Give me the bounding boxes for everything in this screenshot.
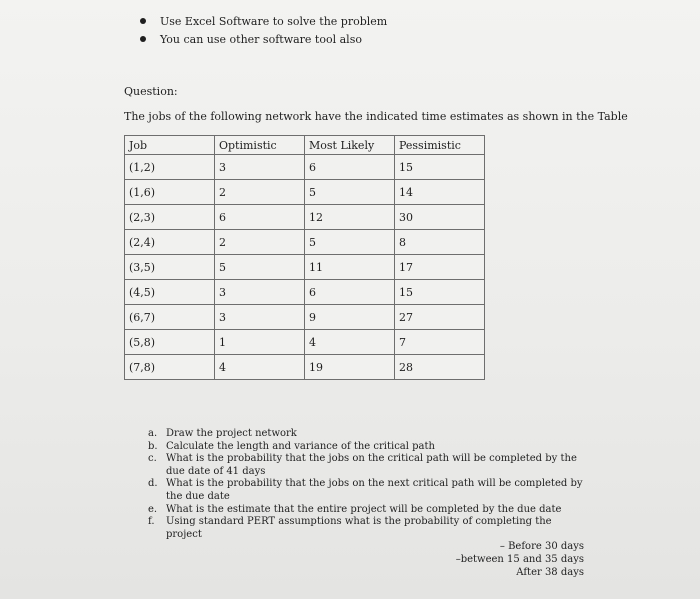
optimistic-cell: 3 <box>215 155 305 180</box>
question-text: Using standard PERT assumptions what is the probability of completing the project <box>166 516 552 540</box>
job-cell: (2,4) <box>125 230 215 255</box>
question-item <box>148 441 588 454</box>
question-text: Draw the project network <box>166 428 297 439</box>
question-item <box>148 504 588 517</box>
table-header-row <box>125 136 485 155</box>
most-likely-cell: 9 <box>305 305 395 330</box>
most-likely-cell: 19 <box>305 355 395 380</box>
bullet-icon <box>140 36 146 42</box>
most-likely-cell: 6 <box>305 280 395 305</box>
most-likely-cell: 5 <box>305 230 395 255</box>
header-pessimistic: Pessimistic <box>395 136 485 155</box>
instruction-text: You can use other software tool also <box>160 32 362 46</box>
job-cell: (6,7) <box>125 305 215 330</box>
question-item <box>148 428 588 441</box>
pessimistic-cell: 15 <box>395 280 485 305</box>
question-letter: e. <box>148 503 158 515</box>
job-cell: (7,8) <box>125 355 215 380</box>
job-cell: (1,6) <box>125 180 215 205</box>
job-cell: (3,5) <box>125 255 215 280</box>
job-cell: (4,5) <box>125 280 215 305</box>
pessimistic-cell: 17 <box>395 255 485 280</box>
question-item <box>148 516 588 541</box>
header-job: Job <box>125 136 215 155</box>
question-list <box>148 428 588 579</box>
table-row <box>125 205 485 230</box>
instruction-item <box>140 12 387 30</box>
question-text: What is the probability that the jobs on the next critical path will be completed by the due date <box>166 478 583 502</box>
job-cell: (2,3) <box>125 205 215 230</box>
question-letter: a. <box>148 428 158 439</box>
most-likely-cell: 6 <box>305 155 395 180</box>
optimistic-cell: 2 <box>215 230 305 255</box>
pessimistic-cell: 7 <box>395 330 485 355</box>
optimistic-cell: 4 <box>215 355 305 380</box>
question-intro: The jobs of the following network have the indicated time estimates as shown in the Table <box>124 110 628 123</box>
question-text: What is the estimate that the entire project will be completed by the due date <box>166 503 562 515</box>
optimistic-cell: 2 <box>215 180 305 205</box>
most-likely-cell: 12 <box>305 205 395 230</box>
table-row <box>125 230 485 255</box>
sub-item: After 38 days <box>516 566 584 578</box>
sub-item: –between 15 and 35 days <box>455 553 584 565</box>
sub-item: – Before 30 days <box>499 541 584 553</box>
question-letter: f. <box>148 516 155 528</box>
bullet-icon <box>140 18 146 24</box>
pessimistic-cell: 27 <box>395 305 485 330</box>
table-row <box>125 180 485 205</box>
instruction-text: Use Excel Software to solve the problem <box>160 14 388 28</box>
most-likely-cell: 5 <box>305 180 395 205</box>
question-item <box>148 478 588 503</box>
optimistic-cell: 3 <box>215 305 305 330</box>
instructions-list <box>140 12 387 48</box>
table-row <box>125 155 485 180</box>
pessimistic-cell: 14 <box>395 180 485 205</box>
optimistic-cell: 6 <box>215 205 305 230</box>
table-row <box>125 280 485 305</box>
time-estimates-table <box>124 135 485 380</box>
table-row <box>125 330 485 355</box>
pessimistic-cell: 8 <box>395 230 485 255</box>
question-text: Calculate the length and variance of the critical path <box>166 440 435 452</box>
optimistic-cell: 5 <box>215 255 305 280</box>
most-likely-cell: 11 <box>305 255 395 280</box>
header-optimistic: Optimistic <box>215 136 305 155</box>
header-most-likely: Most Likely <box>305 136 395 155</box>
question-letter: c. <box>148 453 157 465</box>
pessimistic-cell: 15 <box>395 155 485 180</box>
job-cell: (1,2) <box>125 155 215 180</box>
question-label: Question: <box>124 85 178 98</box>
question-letter: b. <box>148 440 158 452</box>
question-item <box>148 453 588 478</box>
instruction-item <box>140 30 387 48</box>
pessimistic-cell: 28 <box>395 355 485 380</box>
most-likely-cell: 4 <box>305 330 395 355</box>
table-row <box>125 355 485 380</box>
job-cell: (5,8) <box>125 330 215 355</box>
optimistic-cell: 1 <box>215 330 305 355</box>
optimistic-cell: 3 <box>215 280 305 305</box>
question-text: What is the probability that the jobs on the critical path will be completed by the due date of 41 days <box>166 453 577 477</box>
table-row <box>125 305 485 330</box>
table-row <box>125 255 485 280</box>
question-letter: d. <box>148 478 158 490</box>
pessimistic-cell: 30 <box>395 205 485 230</box>
